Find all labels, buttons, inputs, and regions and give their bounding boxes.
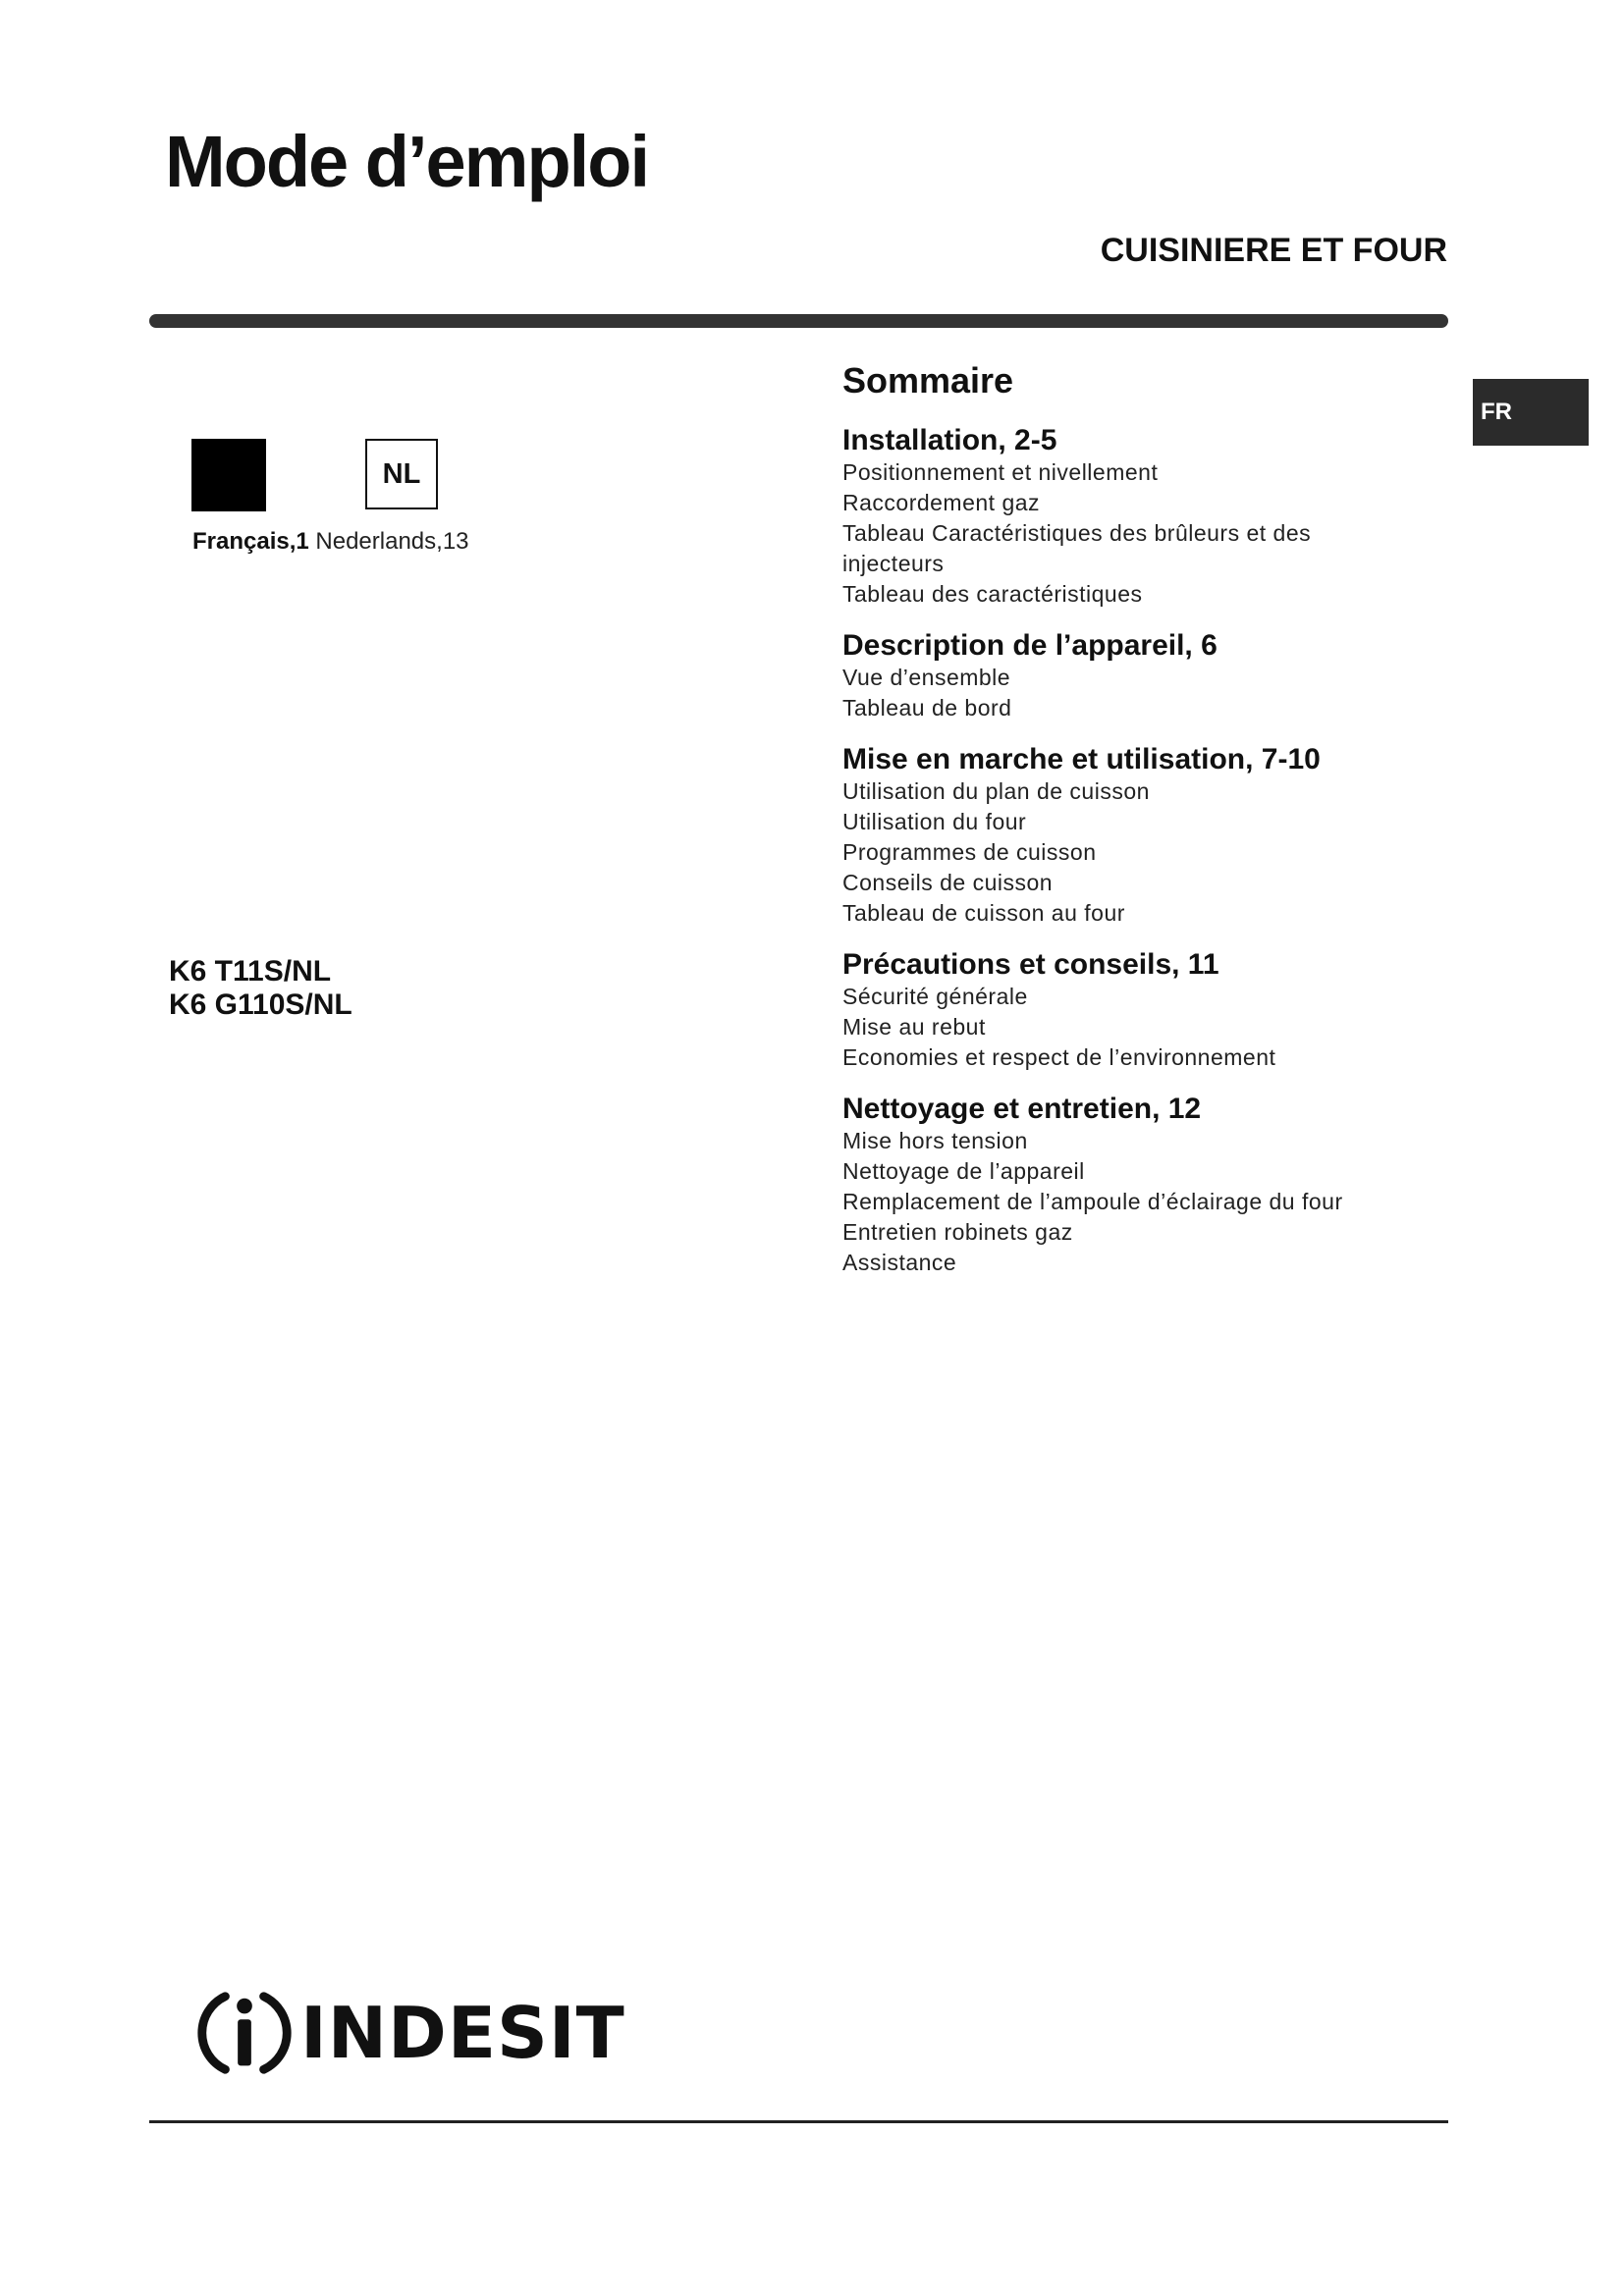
toc-item: Utilisation du four [842, 808, 1027, 834]
language-index [192, 528, 469, 557]
header-divider [149, 314, 1448, 328]
toc-item: Economies et respect de l’environnement [842, 1043, 1276, 1070]
info-circle-icon [196, 1985, 293, 2081]
language-tab: FR [1473, 379, 1589, 446]
dutch-page-ref: Nederlands,13 [315, 528, 469, 555]
toc-section-usage [842, 743, 1392, 929]
page-title: Mode d’emploi [165, 121, 648, 202]
brand-name: INDESIT [300, 1992, 625, 2074]
toc-item: Entretien robinets gaz [842, 1218, 1073, 1245]
toc-item: Vue d’ensemble [842, 664, 1011, 690]
toc-section-description [842, 629, 1392, 723]
dutch-flag-box: NL [365, 439, 438, 509]
toc-heading: Description de l’appareil, 6 [842, 628, 1218, 662]
toc-item: Positionnement et nivellement [842, 458, 1159, 485]
table-of-contents [842, 361, 1392, 1298]
toc-section-installation [842, 424, 1392, 610]
toc-heading: Installation, 2-5 [842, 423, 1057, 456]
product-type: CUISINIERE ET FOUR [1100, 232, 1447, 269]
french-flag-box [191, 439, 266, 511]
toc-heading: Précautions et conseils, 11 [842, 947, 1219, 981]
toc-item: Raccordement gaz [842, 489, 1041, 515]
toc-item: Conseils de cuisson [842, 869, 1054, 895]
toc-item: Remplacement de l’ampoule d’éclairage du four [842, 1188, 1343, 1214]
toc-item: Nettoyage de l’appareil [842, 1157, 1085, 1184]
toc-item: Mise hors tension [842, 1127, 1028, 1153]
toc-item: Mise au rebut [842, 1013, 986, 1040]
toc-item: Tableau Caractéristiques des brûleurs et des injecteurs [842, 519, 1312, 576]
toc-item: Programmes de cuisson [842, 838, 1097, 865]
french-page-ref: Français,1 [192, 528, 309, 555]
footer-divider [149, 2120, 1448, 2123]
toc-item: Assistance [842, 1249, 957, 1275]
toc-item: Tableau de cuisson au four [842, 899, 1125, 926]
model-number: K6 G110S/NL [169, 988, 352, 1021]
toc-title: Sommaire [842, 360, 1014, 400]
toc-section-precautions [842, 948, 1392, 1073]
toc-item: Tableau de bord [842, 694, 1012, 721]
model-list [169, 955, 352, 1022]
model-number: K6 T11S/NL [169, 955, 332, 988]
brand-logo [196, 1979, 625, 2087]
toc-item: Sécurité générale [842, 983, 1028, 1009]
toc-item: Tableau des caractéristiques [842, 580, 1143, 607]
toc-heading: Mise en marche et utilisation, 7-10 [842, 742, 1321, 775]
toc-section-cleaning [842, 1093, 1392, 1278]
toc-item: Utilisation du plan de cuisson [842, 777, 1150, 804]
toc-heading: Nettoyage et entretien, 12 [842, 1092, 1202, 1125]
